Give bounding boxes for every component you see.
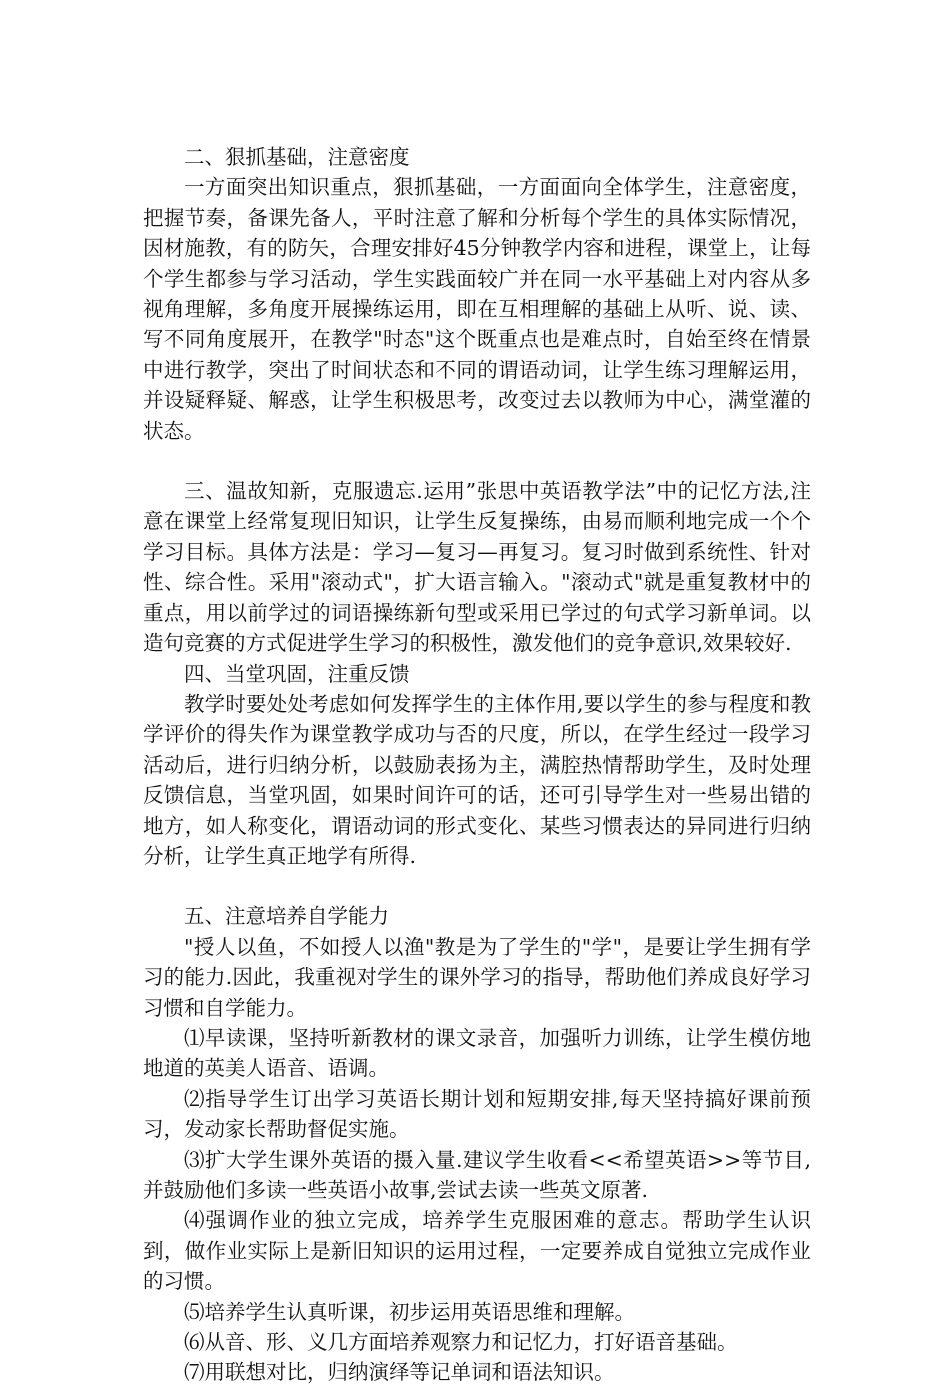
list-item: ⑷强调作业的独立完成，培养学生克服困难的意志。帮助学生认识到，做作业实际上是新旧知识的运用过程，一定要养成自觉独立完成作业的习惯。	[143, 1208, 811, 1294]
section-paragraph-2: 一方面突出知识重点，狠抓基础，一方面面向全体学生，注意密度，把握节奏，备课先备人，平时注意了解和分析每个学生的具体实际情况，因材施教，有的防矢，合理安排好45分钟教学内容和进程，课堂上，让每个学生都参与学习活动，学生实践面较广并在同一水平基础上对内容从多视角理解，多角度开展操练运用，即在互相理解的基础上从听、说、读、写不同角度展开，在教学"时态"这个既重点也是难点时，自始至终在情景中进行教学，突出了时间状态和不同的谓语动词，让学生练习理解运用，并设疑释疑、解惑，让学生积极思考，改变过去以教师为中心，满堂灌的状态。	[143, 175, 811, 443]
document-body	[143, 142, 811, 1388]
paragraph-spacer	[143, 871, 811, 901]
paragraph-spacer	[143, 446, 811, 476]
section-heading-5: 五、注意培养自学能力	[184, 904, 389, 929]
list-item: ⑵指导学生订出学习英语长期计划和短期安排,每天坚持搞好课前预习，发动家长帮助督促实施。	[143, 1086, 811, 1142]
section-paragraph-3: 三、温故知新，克服遗忘.运用”张思中英语教学法”中的记忆方法,注意在课堂上经常复现旧知识，让学生反复操练，由易而顺利地完成一个个学习目标。具体方法是：学习—复习—再复习。复习时做到系统性、针对性、综合性。采用"滚动式"，扩大语言输入。"滚动式"就是重复教材中的重点，用以前学过的词语操练新句型或采用已学过的句式学习新单词。以造句竞赛的方式促进学生学习的积极性，激发他们的竞争意识,效果较好.	[143, 479, 811, 656]
list-item: ⑹从音、形、义几方面培养观察力和记忆力，打好语音基础。	[184, 1330, 738, 1355]
list-item: ⑴早读课，坚持听新教材的课文录音，加强听力训练，让学生模仿地地道的英美人语音、语调。	[143, 1025, 811, 1081]
section-heading-4: 四、当堂巩固，注重反馈	[184, 661, 410, 686]
list-item: ⑶扩大学生课外英语的摄入量.建议学生收看<<希望英语>>等节目,并鼓励他们多读一些英语小故事,尝试去读一些英文原著.	[143, 1147, 811, 1202]
list-item: ⑸培养学生认真听课，初步运用英语思维和理解。	[184, 1299, 635, 1324]
section-paragraph-5: "授人以鱼，不如授人以渔"教是为了学生的"学"，是要让学生拥有学习的能力.因此，我重视对学生的课外学习的指导，帮助他们养成良好学习习惯和自学能力。	[143, 934, 811, 1020]
section-paragraph-4: 教学时要处处考虑如何发挥学生的主体作用,要以学生的参与程度和教学评价的得失作为课堂教学成功与否的尺度，所以，在学生经过一段学习活动后，进行归纳分析，以鼓励表扬为主，满腔热情帮助学生，及时处理反馈信息，当堂巩固，如果时间许可的话，还可引导学生对一些易出错的地方，如人称变化，谓语动词的形式变化、某些习惯表达的异同进行归纳分析，让学生真正地学有所得.	[143, 691, 811, 868]
section-heading-2: 二、狠抓基础，注意密度	[184, 145, 410, 169]
list-item: ⑺用联想对比，归纳演绎等记单词和语法知识。	[184, 1360, 615, 1385]
